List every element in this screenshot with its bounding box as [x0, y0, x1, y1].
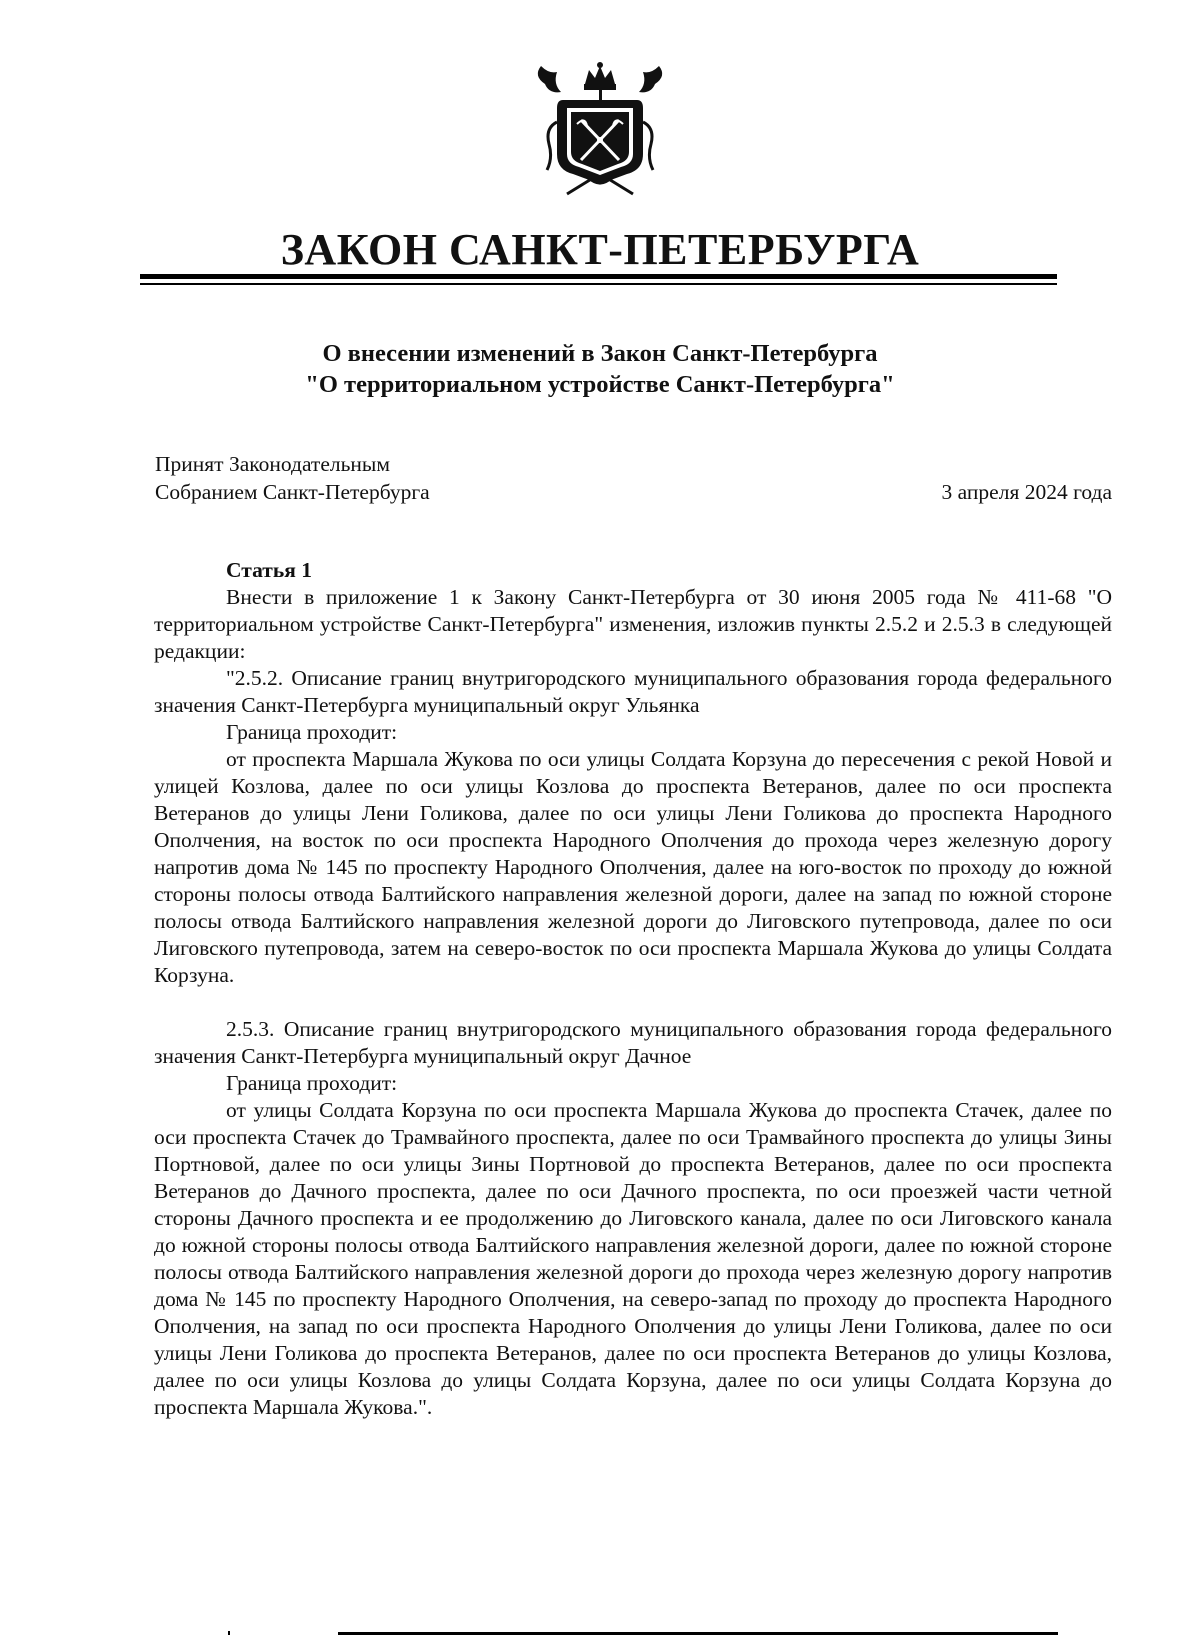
adoption-authority [155, 450, 430, 506]
subtitle-line-1: О внесении изменений в Закон Санкт-Петербурга [322, 340, 878, 367]
law-title: ЗАКОН САНКТ-ПЕТЕРБУРГА [280, 225, 920, 274]
clause-2-5-3-border-text: от улицы Солдата Корзуна по оси проспекта Маршала Жукова до проспекта Стачек, далее по оси проспекта Стачек до Трамвайного проспекта, далее по оси Трамвайного проспекта до улицы Зины Портновой, далее по оси улицы Зины Портновой до проспекта Ветеранов, далее по оси проспекта Ветеранов до Дачного проспекта, далее по оси Дачного проспекта, по оси проезжей части четной стороны Дачного проспекта и ее продолжению до Лиговского канала, далее по оси Лиговского канала до южной стороны полосы отвода Балтийского направления железной дороги, далее по южной стороне полосы отвода Балтийского направления железной дороги до прохода через железную дорогу напротив дома № 145 по проспекту Народного Ополчения, на северо-запад по проходу до проспекта Народного Ополчения, на запад по оси проспекта Народного Ополчения до улицы Лени Голикова, далее по оси улицы Лени Голикова до проспекта Ветеранов, далее по оси проспекта Ветеранов до улицы Козлова, далее по оси улицы Козлова до улицы Солдата Корзуна, далее по оси улицы Солдата Корзуна до проспекта Маршала Жукова.". [154, 1098, 1112, 1419]
article-body [154, 557, 1112, 1421]
adoption-date: 3 апреля 2024 года [941, 480, 1112, 504]
clause-2-5-3-border-label: Граница проходит: [226, 1071, 398, 1095]
title-divider-thick [140, 274, 1057, 279]
clause-2-5-2-border-text: от проспекта Маршала Жукова по оси улицы Солдата Корзуна до пересечения с рекой Новой и улицей Козлова, далее по оси улицы Козлова до проспекта Ветеранов, далее по оси проспекта Ветеранов до улицы Лени Голикова, далее по оси улицы Лени Голикова до проспекта Народного Ополчения, на восток по оси проспекта Народного Ополчения до прохода через железную дорогу напротив дома № 145 по проспекту Народного Ополчения, далее на юго-восток по проходу до южной стороны полосы отвода Балтийского направления железной дороги, далее на запад по южной стороне полосы отвода Балтийского направления железной дороги до Лиговского путепровода, далее по оси Лиговского путепровода, затем на северо-восток по оси проспекта Маршала Жукова до улицы Солдата Корзуна. [154, 747, 1112, 987]
bottom-mark [228, 1631, 230, 1635]
adoption-line-2: Собранием Санкт-Петербурга [155, 480, 430, 504]
article-heading: Статья 1 [226, 558, 312, 582]
law-subtitle [140, 338, 1060, 400]
subtitle-line-2: "О территориальном устройстве Санкт-Петербурга" [305, 371, 895, 398]
clause-2-5-2-border-label: Граница проходит: [226, 720, 398, 744]
paragraph-gap [154, 989, 1112, 1016]
bottom-rule [338, 1632, 1058, 1635]
title-divider-thin [140, 283, 1057, 285]
clause-2-5-2-title: "2.5.2. Описание границ внутригородского муниципального образования города федерального значения Санкт-Петербурга муниципальный округ Ульянка [154, 666, 1112, 717]
clause-2-5-3-title: 2.5.3. Описание границ внутригородского муниципального образования города федерального значения Санкт-Петербурга муниципальный округ Дачное [154, 1017, 1112, 1068]
adoption-line-1: Принят Законодательным [155, 452, 390, 476]
coat-of-arms-icon [527, 62, 673, 202]
article-intro: Внести в приложение 1 к Закону Санкт-Петербурга от 30 июня 2005 года № 411-68 "О территориальном устройстве Санкт-Петербурга" изменения, изложив пункты 2.5.2 и 2.5.3 в следующей редакции: [154, 585, 1112, 663]
